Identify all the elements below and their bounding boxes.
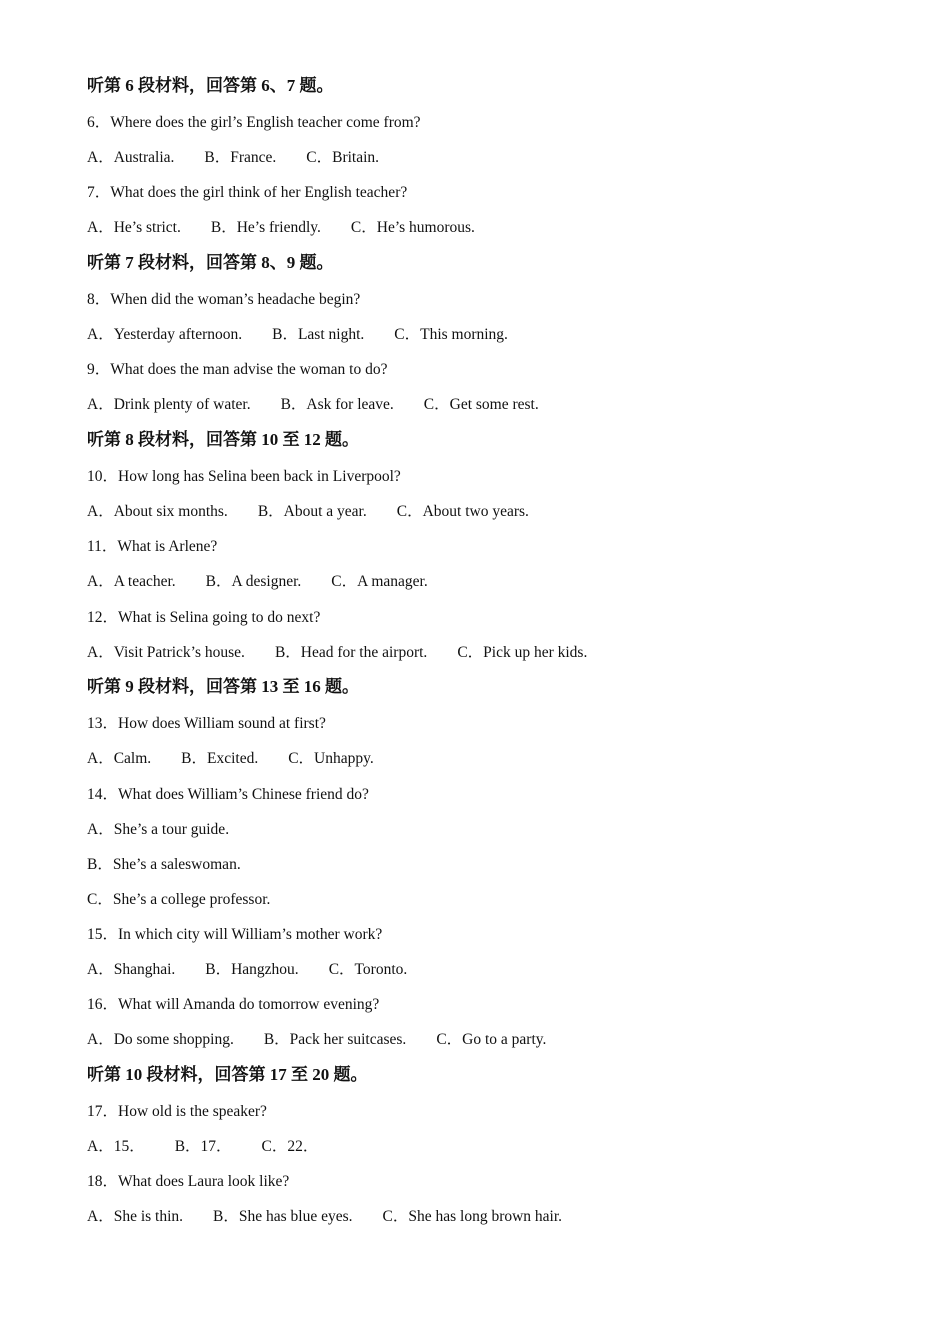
- options-row: [87, 502, 529, 522]
- option-a: A．Australia.: [87, 149, 175, 166]
- option-c: C．Toronto.: [328, 961, 408, 978]
- option-c: C．Pick up her kids.: [457, 644, 588, 661]
- option-a: A．Do some shopping.: [87, 1031, 234, 1048]
- question-text: 7．What does the girl think of her English teacher?: [87, 184, 408, 201]
- options-row: [87, 325, 508, 345]
- option-b: B．She has blue eyes.: [213, 1208, 353, 1225]
- option-b: B．About a year.: [257, 503, 367, 520]
- question-text: 16．What will Amanda do tomorrow evening?: [87, 996, 380, 1013]
- option-c: C．Get some rest.: [423, 396, 539, 413]
- option-b: B．France.: [204, 149, 277, 166]
- options-row: [87, 572, 428, 592]
- option-a: A．Shanghai.: [87, 961, 176, 978]
- options-row: [87, 1207, 562, 1227]
- options-row: [87, 1030, 546, 1050]
- option-a: A．She’s a tour guide.: [87, 821, 230, 838]
- option-b: B．She’s a saleswoman.: [87, 856, 241, 873]
- section-heading: 听第 6 段材料，回答第 6、7 题。: [87, 76, 334, 95]
- section-heading: 听第 7 段材料，回答第 8、9 题。: [87, 253, 334, 272]
- option-c: C．Go to a party.: [436, 1031, 547, 1048]
- question-text: 13．How does William sound at first?: [87, 715, 326, 732]
- question-text: 9．What does the man advise the woman to do?: [87, 361, 388, 378]
- section-heading: 听第 9 段材料，回答第 13 至 16 题。: [87, 677, 359, 696]
- options-row: [87, 643, 587, 663]
- question-text: 8．When did the woman’s headache begin?: [87, 291, 361, 308]
- option-c: C．About two years.: [396, 503, 529, 520]
- options-row: [87, 218, 475, 238]
- option-b: B．Hangzhou.: [205, 961, 299, 978]
- option-c: C．This morning.: [394, 326, 508, 343]
- option-b: B．Ask for leave.: [280, 396, 394, 413]
- question-text: 12．What is Selina going to do next?: [87, 609, 321, 626]
- question-text: 6．Where does the girl’s English teacher come from?: [87, 114, 421, 131]
- option-c: C．Unhappy.: [288, 750, 374, 767]
- option-c: C．She’s a college professor.: [87, 891, 271, 908]
- option-a: A．She is thin.: [87, 1208, 184, 1225]
- option-b: B．17．: [174, 1138, 232, 1155]
- option-b: B．A designer.: [205, 573, 302, 590]
- section-heading: 听第 10 段材料，回答第 17 至 20 题。: [87, 1065, 368, 1084]
- option-c: C．He’s humorous.: [350, 219, 475, 236]
- options-row: [87, 1137, 318, 1157]
- option-a: A．Drink plenty of water.: [87, 396, 251, 413]
- question-text: 10．How long has Selina been back in Liverpool?: [87, 468, 401, 485]
- question-text: 11．What is Arlene?: [87, 538, 218, 555]
- option-c: C．22．: [261, 1138, 319, 1155]
- option-c: C．She has long brown hair.: [382, 1208, 563, 1225]
- question-text: 15．In which city will William’s mother work?: [87, 926, 383, 943]
- options-row: [87, 749, 374, 769]
- option-b: B．Excited.: [181, 750, 259, 767]
- option-a: A．About six months.: [87, 503, 228, 520]
- option-c: C．Britain.: [306, 149, 380, 166]
- question-text: 14．What does William’s Chinese friend do?: [87, 786, 369, 803]
- option-a: A．A teacher.: [87, 573, 176, 590]
- option-a: A．15．: [87, 1138, 145, 1155]
- options-row: [87, 395, 539, 415]
- option-c: C．A manager.: [331, 573, 428, 590]
- option-a: A．Yesterday afternoon.: [87, 326, 243, 343]
- question-text: 18．What does Laura look like?: [87, 1173, 290, 1190]
- option-b: B．He’s friendly.: [210, 219, 321, 236]
- option-a: A．Calm.: [87, 750, 152, 767]
- options-row: [87, 148, 379, 168]
- option-b: B．Last night.: [272, 326, 365, 343]
- option-a: A．Visit Patrick’s house.: [87, 644, 245, 661]
- option-b: B．Pack her suitcases.: [263, 1031, 407, 1048]
- option-a: A．He’s strict.: [87, 219, 181, 236]
- option-b: B．Head for the airport.: [274, 644, 428, 661]
- options-row: [87, 960, 407, 980]
- question-text: 17．How old is the speaker?: [87, 1103, 267, 1120]
- section-heading: 听第 8 段材料，回答第 10 至 12 题。: [87, 430, 359, 449]
